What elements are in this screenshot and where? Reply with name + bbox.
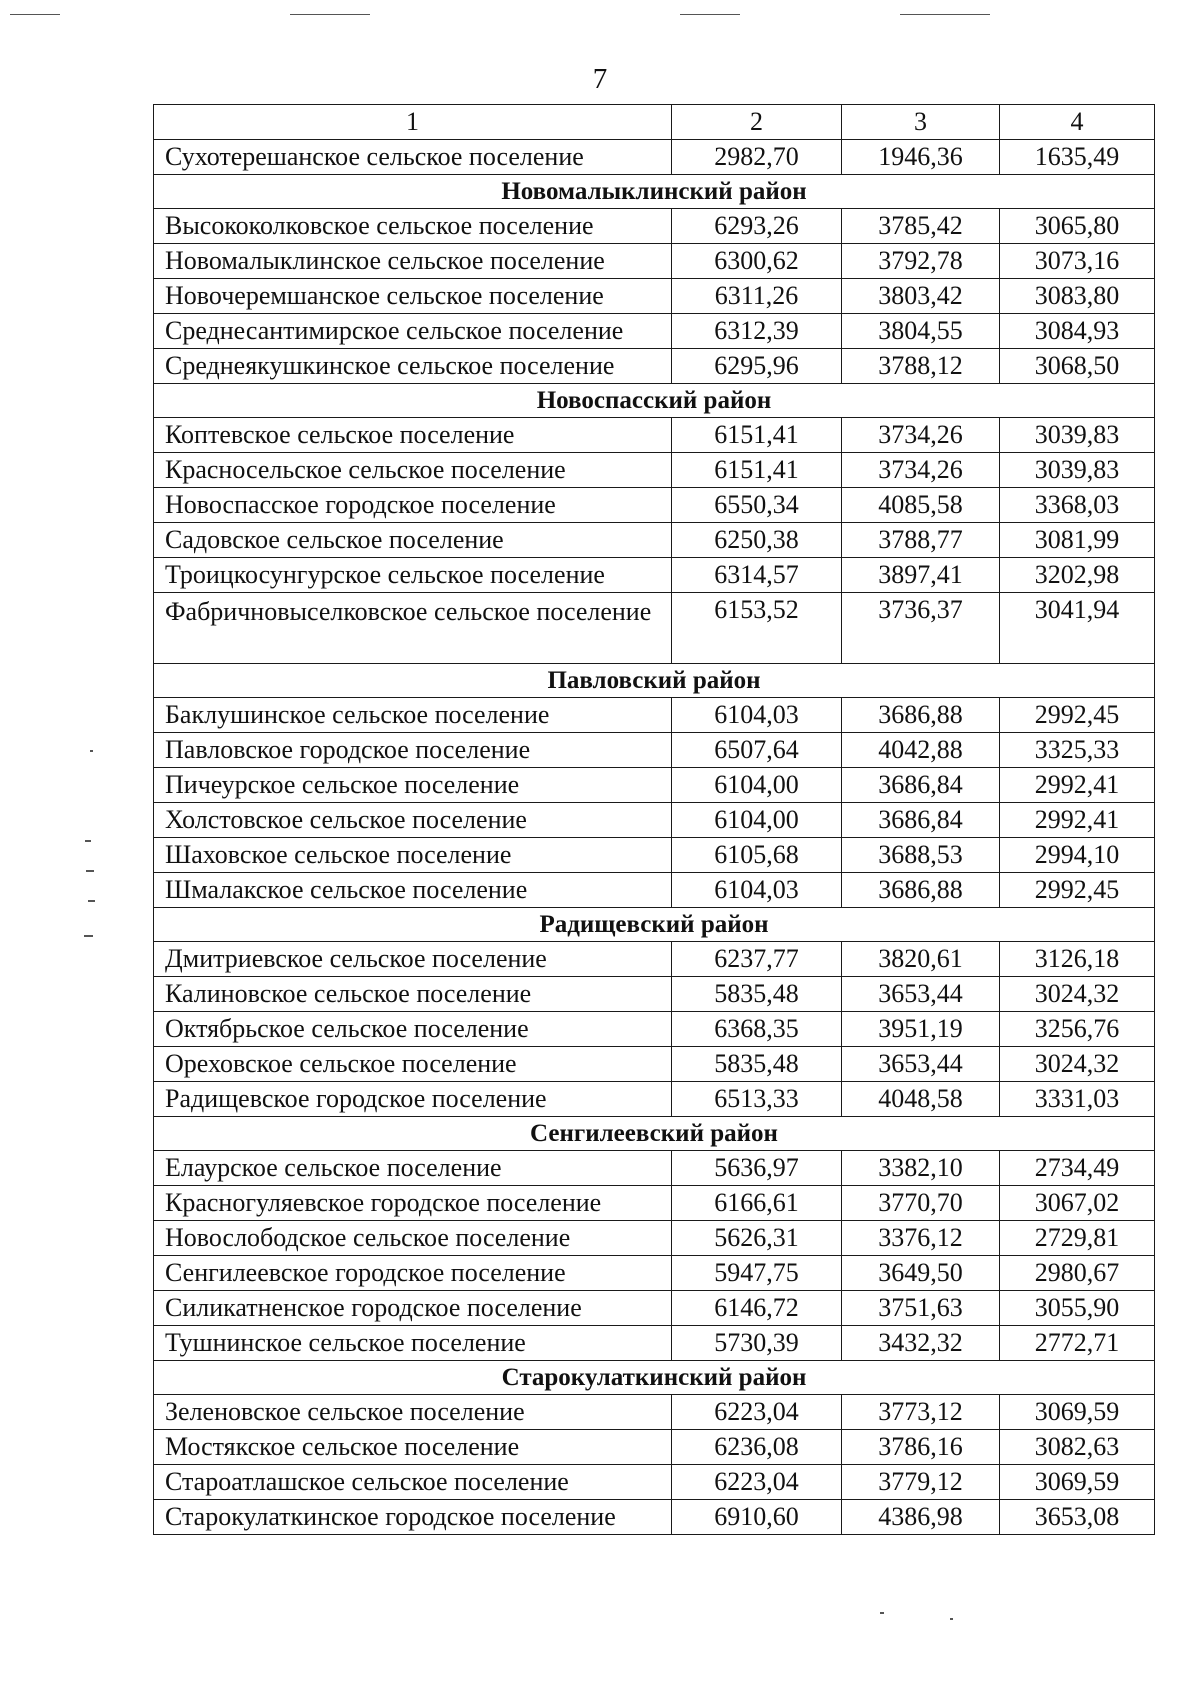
value-col-3: 4042,88 [842, 733, 1000, 768]
value-col-2: 6166,61 [672, 1186, 842, 1221]
value-col-2: 5730,39 [672, 1326, 842, 1361]
table-row [154, 873, 1155, 908]
table-row [154, 1430, 1155, 1465]
value-col-3: 3382,10 [842, 1151, 1000, 1186]
value-col-4: 2992,41 [1000, 768, 1155, 803]
value-col-2: 6314,57 [672, 558, 842, 593]
value-col-2: 6223,04 [672, 1395, 842, 1430]
settlement-name: Октябрьское сельское поселение [154, 1012, 672, 1047]
value-col-2: 6151,41 [672, 453, 842, 488]
value-col-4: 3068,50 [1000, 349, 1155, 384]
value-col-4: 3126,18 [1000, 942, 1155, 977]
value-col-3: 3897,41 [842, 558, 1000, 593]
table-row [154, 593, 1155, 664]
settlement-name: Сенгилеевское городское поселение [154, 1256, 672, 1291]
value-col-4: 2992,41 [1000, 803, 1155, 838]
value-col-3: 3734,26 [842, 453, 1000, 488]
value-col-2: 6295,96 [672, 349, 842, 384]
value-col-4: 2729,81 [1000, 1221, 1155, 1256]
value-col-3: 3951,19 [842, 1012, 1000, 1047]
settlement-name: Красногуляевское городское поселение [154, 1186, 672, 1221]
value-col-2: 6293,26 [672, 209, 842, 244]
settlement-name: Елаурское сельское поселение [154, 1151, 672, 1186]
settlement-name: Тушнинское сельское поселение [154, 1326, 672, 1361]
value-col-4: 2734,49 [1000, 1151, 1155, 1186]
settlement-name: Садовское сельское поселение [154, 523, 672, 558]
settlement-name: Сухотерешанское сельское поселение [154, 140, 672, 175]
value-col-4: 3069,59 [1000, 1395, 1155, 1430]
settlement-name: Мостякское сельское поселение [154, 1430, 672, 1465]
value-col-3: 3804,55 [842, 314, 1000, 349]
value-col-2: 6153,52 [672, 593, 842, 664]
value-col-3: 3779,12 [842, 1465, 1000, 1500]
settlement-name: Красносельское сельское поселение [154, 453, 672, 488]
table-row [154, 453, 1155, 488]
value-col-2: 6311,26 [672, 279, 842, 314]
value-col-3: 3792,78 [842, 244, 1000, 279]
value-col-4: 3256,76 [1000, 1012, 1155, 1047]
value-col-3: 3653,44 [842, 1047, 1000, 1082]
district-header-row [154, 384, 1155, 418]
value-col-4: 1635,49 [1000, 140, 1155, 175]
settlement-name: Павловское городское поселение [154, 733, 672, 768]
table-row [154, 803, 1155, 838]
settlement-name: Холстовское сельское поселение [154, 803, 672, 838]
value-col-2: 5636,97 [672, 1151, 842, 1186]
value-col-2: 6104,00 [672, 768, 842, 803]
value-col-4: 3041,94 [1000, 593, 1155, 664]
value-col-4: 3331,03 [1000, 1082, 1155, 1117]
column-header-2: 2 [672, 105, 842, 140]
table-body [154, 105, 1155, 1535]
value-col-3: 3686,84 [842, 803, 1000, 838]
value-col-3: 3376,12 [842, 1221, 1000, 1256]
settlement-name: Пичеурское сельское поселение [154, 768, 672, 803]
settlement-name: Старокулаткинское городское поселение [154, 1500, 672, 1535]
value-col-3: 3788,12 [842, 349, 1000, 384]
table-row [154, 838, 1155, 873]
value-col-3: 3734,26 [842, 418, 1000, 453]
settlements-table [153, 104, 1155, 1535]
table-row [154, 1395, 1155, 1430]
value-col-4: 2992,45 [1000, 698, 1155, 733]
table-row [154, 698, 1155, 733]
value-col-3: 3788,77 [842, 523, 1000, 558]
settlement-name: Новоспасское городское поселение [154, 488, 672, 523]
value-col-4: 2992,45 [1000, 873, 1155, 908]
value-col-4: 3083,80 [1000, 279, 1155, 314]
value-col-2: 6312,39 [672, 314, 842, 349]
value-col-3: 3432,32 [842, 1326, 1000, 1361]
district-header-row [154, 664, 1155, 698]
value-col-2: 2982,70 [672, 140, 842, 175]
value-col-4: 3073,16 [1000, 244, 1155, 279]
table-row [154, 1465, 1155, 1500]
value-col-3: 4048,58 [842, 1082, 1000, 1117]
value-col-2: 6104,03 [672, 698, 842, 733]
settlement-name: Новочеремшанское сельское поселение [154, 279, 672, 314]
value-col-3: 4085,58 [842, 488, 1000, 523]
district-name: Новомалыклинский район [154, 175, 1155, 209]
value-col-4: 3065,80 [1000, 209, 1155, 244]
district-header-row [154, 908, 1155, 942]
value-col-2: 6146,72 [672, 1291, 842, 1326]
table-row [154, 1221, 1155, 1256]
value-col-2: 6104,00 [672, 803, 842, 838]
table-row [154, 1047, 1155, 1082]
value-col-3: 3803,42 [842, 279, 1000, 314]
value-col-2: 6550,34 [672, 488, 842, 523]
value-col-4: 3055,90 [1000, 1291, 1155, 1326]
value-col-4: 3082,63 [1000, 1430, 1155, 1465]
value-col-4: 3067,02 [1000, 1186, 1155, 1221]
column-header-1: 1 [154, 105, 672, 140]
table-row [154, 942, 1155, 977]
settlement-name: Среднеякушкинское сельское поселение [154, 349, 672, 384]
value-col-4: 3024,32 [1000, 977, 1155, 1012]
value-col-3: 3820,61 [842, 942, 1000, 977]
table-row [154, 1256, 1155, 1291]
value-col-3: 3649,50 [842, 1256, 1000, 1291]
value-col-2: 5947,75 [672, 1256, 842, 1291]
value-col-3: 3785,42 [842, 209, 1000, 244]
column-header-4: 4 [1000, 105, 1155, 140]
value-col-3: 3686,88 [842, 698, 1000, 733]
value-col-4: 2772,71 [1000, 1326, 1155, 1361]
table-row [154, 1186, 1155, 1221]
table-row [154, 488, 1155, 523]
settlement-name: Коптевское сельское поселение [154, 418, 672, 453]
value-col-2: 5835,48 [672, 977, 842, 1012]
table-row [154, 1012, 1155, 1047]
table-row [154, 558, 1155, 593]
settlement-name: Радищевское городское поселение [154, 1082, 672, 1117]
value-col-4: 3039,83 [1000, 453, 1155, 488]
value-col-2: 6507,64 [672, 733, 842, 768]
value-col-4: 3202,98 [1000, 558, 1155, 593]
value-col-4: 3081,99 [1000, 523, 1155, 558]
value-col-2: 6104,03 [672, 873, 842, 908]
value-col-4: 3653,08 [1000, 1500, 1155, 1535]
value-col-4: 2980,67 [1000, 1256, 1155, 1291]
value-col-2: 6513,33 [672, 1082, 842, 1117]
table-row [154, 418, 1155, 453]
settlement-name: Калиновское сельское поселение [154, 977, 672, 1012]
table-row [154, 349, 1155, 384]
value-col-4: 3039,83 [1000, 418, 1155, 453]
district-name: Радищевский район [154, 908, 1155, 942]
table-row [154, 1291, 1155, 1326]
district-name: Павловский район [154, 664, 1155, 698]
district-header-row [154, 1361, 1155, 1395]
column-header-3: 3 [842, 105, 1000, 140]
table-row [154, 1151, 1155, 1186]
table-row [154, 977, 1155, 1012]
settlement-name: Ореховское сельское поселение [154, 1047, 672, 1082]
value-col-3: 3736,37 [842, 593, 1000, 664]
settlement-name: Новомалыклинское сельское поселение [154, 244, 672, 279]
value-col-4: 3368,03 [1000, 488, 1155, 523]
value-col-4: 3024,32 [1000, 1047, 1155, 1082]
value-col-4: 2994,10 [1000, 838, 1155, 873]
value-col-2: 5626,31 [672, 1221, 842, 1256]
settlement-name: Зеленовское сельское поселение [154, 1395, 672, 1430]
value-col-2: 6300,62 [672, 244, 842, 279]
value-col-2: 6151,41 [672, 418, 842, 453]
value-col-3: 3751,63 [842, 1291, 1000, 1326]
value-col-4: 3325,33 [1000, 733, 1155, 768]
district-header-row [154, 1117, 1155, 1151]
column-header-row [154, 105, 1155, 140]
table-row [154, 1082, 1155, 1117]
settlement-name: Баклушинское сельское поселение [154, 698, 672, 733]
value-col-3: 3773,12 [842, 1395, 1000, 1430]
settlement-name: Среднесантимирское сельское поселение [154, 314, 672, 349]
district-name: Новоспасский район [154, 384, 1155, 418]
settlement-name: Силикатненское городское поселение [154, 1291, 672, 1326]
value-col-3: 3686,84 [842, 768, 1000, 803]
settlement-name: Новослободское сельское поселение [154, 1221, 672, 1256]
value-col-4: 3069,59 [1000, 1465, 1155, 1500]
table-row [154, 1500, 1155, 1535]
table-row [154, 733, 1155, 768]
value-col-3: 3786,16 [842, 1430, 1000, 1465]
settlement-name: Высококолковское сельское поселение [154, 209, 672, 244]
value-col-3: 3770,70 [842, 1186, 1000, 1221]
table-row [154, 768, 1155, 803]
settlement-name: Шмалакское сельское поселение [154, 873, 672, 908]
page-number: 7 [592, 63, 608, 95]
district-name: Сенгилеевский район [154, 1117, 1155, 1151]
settlement-name: Шаховское сельское поселение [154, 838, 672, 873]
table-row [154, 244, 1155, 279]
value-col-3: 4386,98 [842, 1500, 1000, 1535]
value-col-2: 6250,38 [672, 523, 842, 558]
table-row [154, 140, 1155, 175]
settlement-name: Троицкосунгурское сельское поселение [154, 558, 672, 593]
table-row [154, 279, 1155, 314]
value-col-2: 6237,77 [672, 942, 842, 977]
value-col-3: 3653,44 [842, 977, 1000, 1012]
table-row [154, 523, 1155, 558]
district-header-row [154, 175, 1155, 209]
value-col-3: 3688,53 [842, 838, 1000, 873]
table-row [154, 1326, 1155, 1361]
value-col-2: 5835,48 [672, 1047, 842, 1082]
value-col-2: 6368,35 [672, 1012, 842, 1047]
settlement-name: Фабричновыселковское сельское поселение [154, 593, 672, 664]
district-name: Старокулаткинский район [154, 1361, 1155, 1395]
value-col-2: 6105,68 [672, 838, 842, 873]
table-row [154, 209, 1155, 244]
settlement-name: Староатлашское сельское поселение [154, 1465, 672, 1500]
table-row [154, 314, 1155, 349]
value-col-3: 1946,36 [842, 140, 1000, 175]
value-col-3: 3686,88 [842, 873, 1000, 908]
settlement-name: Дмитриевское сельское поселение [154, 942, 672, 977]
value-col-2: 6910,60 [672, 1500, 842, 1535]
value-col-2: 6236,08 [672, 1430, 842, 1465]
value-col-2: 6223,04 [672, 1465, 842, 1500]
value-col-4: 3084,93 [1000, 314, 1155, 349]
